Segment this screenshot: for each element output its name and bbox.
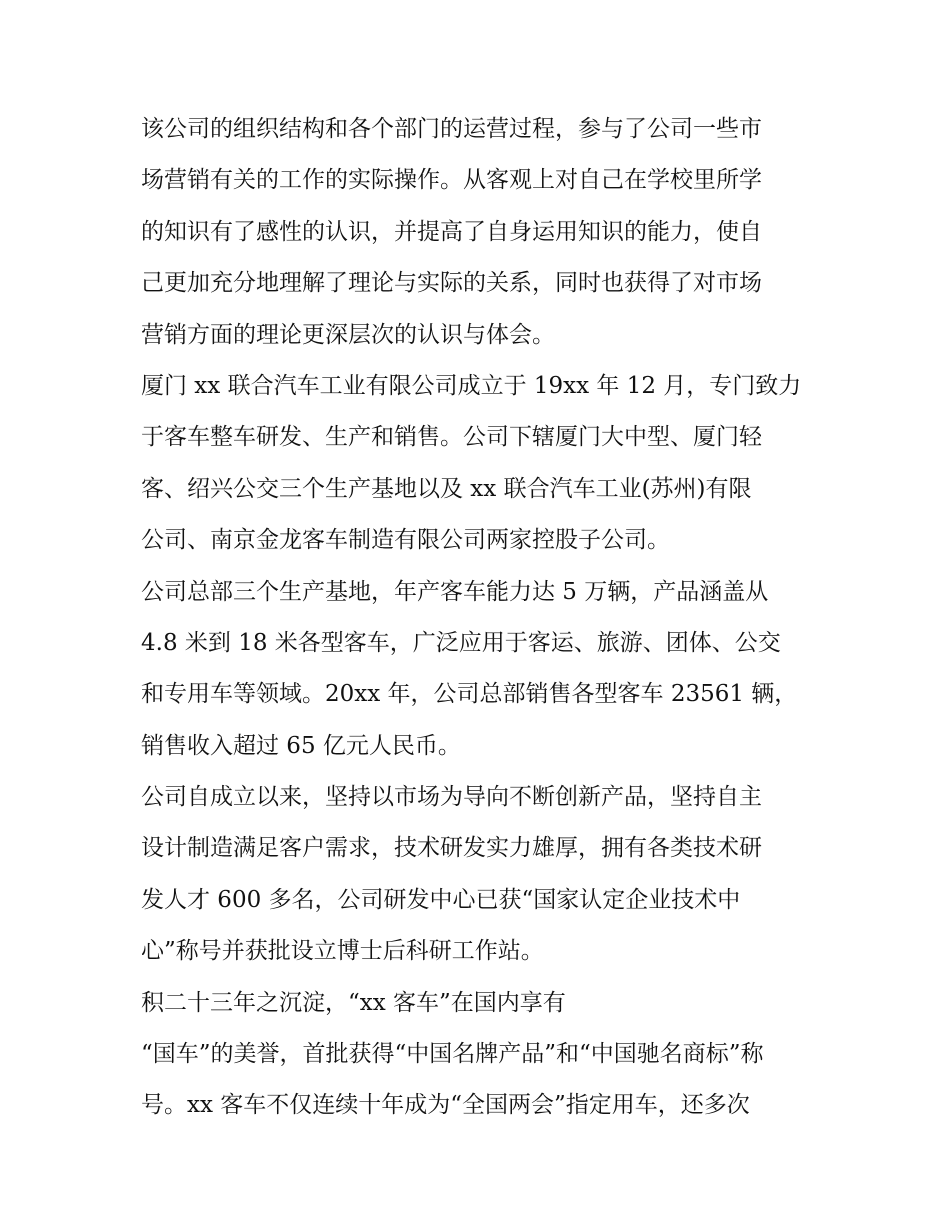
text-line: 积二十三年之沉淀，“xx 客车”在国内享有 — [141, 989, 566, 1016]
text-line: 公司自成立以来，坚持以市场为导向不断创新产品，坚持自主 — [141, 784, 762, 811]
text-line: 厦门 xx 联合汽车工业有限公司成立于 19xx 年 12 月，专门致力 — [141, 372, 802, 399]
text-line: 的知识有了感性的认识，并提高了自身运用知识的能力，使自 — [141, 218, 762, 245]
text-line: 心”称号并获批设立博士后科研工作站。 — [141, 938, 544, 965]
text-line: 公司、南京金龙客车制造有限公司两家控股子公司。 — [141, 527, 670, 554]
text-line: 销售收入超过 65 亿元人民币。 — [141, 732, 461, 759]
text-line: 和专用车等领域。20xx 年，公司总部销售各型客车 23561 辆， — [141, 681, 798, 708]
text-line: 设计制造满足客户需求，技术研发实力雄厚，拥有各类技术研 — [141, 835, 762, 862]
text-line: 营销方面的理论更深层次的认识与体会。 — [141, 321, 555, 348]
text-line: 号。xx 客车不仅连续十年成为“全国两会”指定用车，还多次 — [141, 1092, 750, 1119]
text-line: 场营销有关的工作的实际操作。从客观上对自己在学校里所学 — [141, 167, 762, 194]
text-line: 己更加充分地理解了理论与实际的关系，同时也获得了对市场 — [141, 270, 762, 297]
text-line: 客、绍兴公交三个生产基地以及 xx 联合汽车工业(苏州)有限 — [141, 475, 752, 502]
text-line: 4.8 米到 18 米各型客车，广泛应用于客运、旅游、团体、公交 — [141, 629, 781, 656]
body-text — [141, 104, 821, 1132]
text-line: 公司总部三个生产基地，年产客车能力达 5 万辆，产品涵盖从 — [141, 578, 769, 605]
text-line: 该公司的组织结构和各个部门的运营过程，参与了公司一些市 — [141, 116, 762, 142]
text-line: 于客车整车研发、生产和销售。公司下辖厦门大中型、厦门轻 — [141, 424, 762, 451]
text-line: 发人才 600 多名，公司研发中心已获“国家认定企业技术中 — [141, 886, 741, 913]
text-line: “国车”的美誉，首批获得“中国名牌产品”和“中国驰名商标”称 — [141, 1041, 764, 1068]
